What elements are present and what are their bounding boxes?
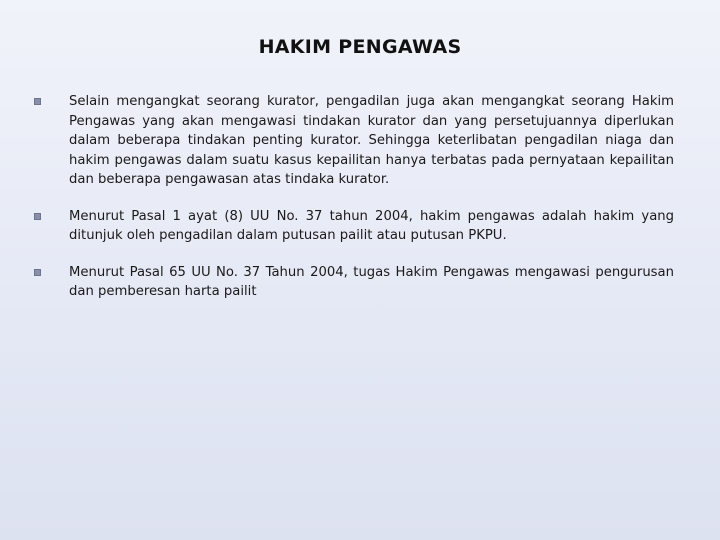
bullet-item — [34, 92, 674, 190]
bullet-text: Selain mengangkat seorang kurator, pengadilan juga akan mengangkat seorang Hakim Pengawas yang akan mengawasi tindakan kurator dan yang persetujuannya diperlukan dalam beberapa tindakan penting kurator. Sehingga keterlibatan pengadilan niaga dan hakim pengawas dalam suatu kasus kepailitan hanya terbatas pada pernyataan kepailitan dan beberapa pengawasan atas tindaka kurator. — [69, 94, 674, 187]
square-bullet-icon — [34, 269, 41, 276]
slide-title: HAKIM PENGAWAS — [258, 36, 462, 58]
square-bullet-icon — [34, 213, 41, 220]
bullet-list — [34, 92, 674, 319]
bullet-text: Menurut Pasal 1 ayat (8) UU No. 37 tahun 2004, hakim pengawas adalah hakim yang ditunjuk oleh pengadilan dalam putusan pailit atau putusan PKPU. — [69, 208, 674, 243]
square-bullet-icon — [34, 98, 41, 105]
bullet-text: Menurut Pasal 65 UU No. 37 Tahun 2004, tugas Hakim Pengawas mengawasi pengurusan dan pemberesan harta pailit — [69, 264, 674, 299]
bullet-item — [34, 207, 674, 246]
bullet-item — [34, 263, 674, 302]
